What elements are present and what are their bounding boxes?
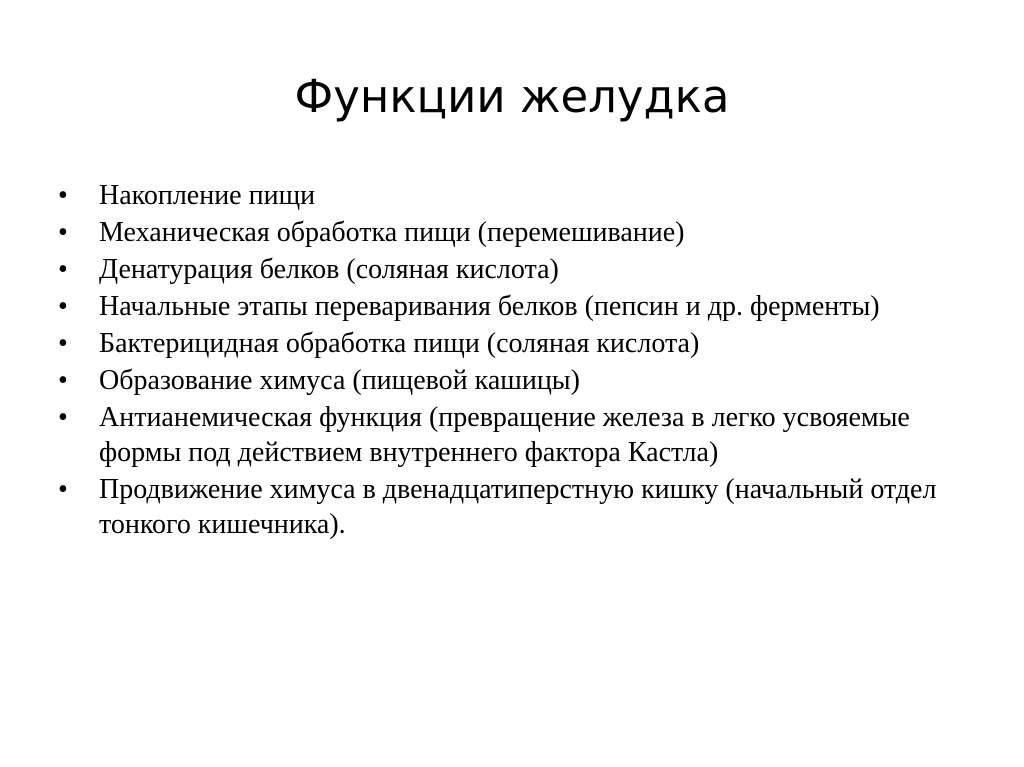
list-item-text: Антианемическая функция (превращение железа в легко усвояемые формы под действием внутреннего фактора Кастла)	[99, 402, 910, 468]
list-item-text: Продвижение химуса в двенадцатиперстную кишку (начальный отдел тонкого кишечника).	[99, 474, 937, 540]
bullet-icon: •	[58, 217, 68, 248]
list-item-text: Образование химуса (пищевой кашицы)	[99, 365, 580, 396]
bullet-icon: •	[58, 402, 68, 433]
bullet-icon: •	[58, 291, 68, 322]
bullet-list	[58, 178, 978, 544]
slide-title: Функции желудка	[294, 70, 730, 123]
bullet-icon: •	[58, 365, 68, 396]
list-item-text: Бактерицидная обработка пищи (соляная кислота)	[99, 328, 700, 359]
bullet-icon: •	[58, 254, 68, 285]
list-item-text: Начальные этапы переваривания белков (пепсин и др. ферменты)	[99, 291, 880, 322]
list-item	[58, 215, 978, 250]
list-item	[58, 326, 978, 361]
list-item-text: Денатурация белков (соляная кислота)	[99, 254, 559, 285]
bullet-icon: •	[58, 180, 68, 211]
list-item	[58, 178, 978, 213]
list-item-text: Накопление пищи	[99, 180, 316, 211]
list-item	[58, 472, 978, 542]
list-item	[58, 400, 978, 470]
list-item-text: Механическая обработка пищи (перемешивание)	[99, 217, 685, 248]
list-item	[58, 289, 978, 324]
bullet-icon: •	[58, 474, 68, 505]
bullet-icon: •	[58, 328, 68, 359]
list-item	[58, 252, 978, 287]
list-item	[58, 363, 978, 398]
